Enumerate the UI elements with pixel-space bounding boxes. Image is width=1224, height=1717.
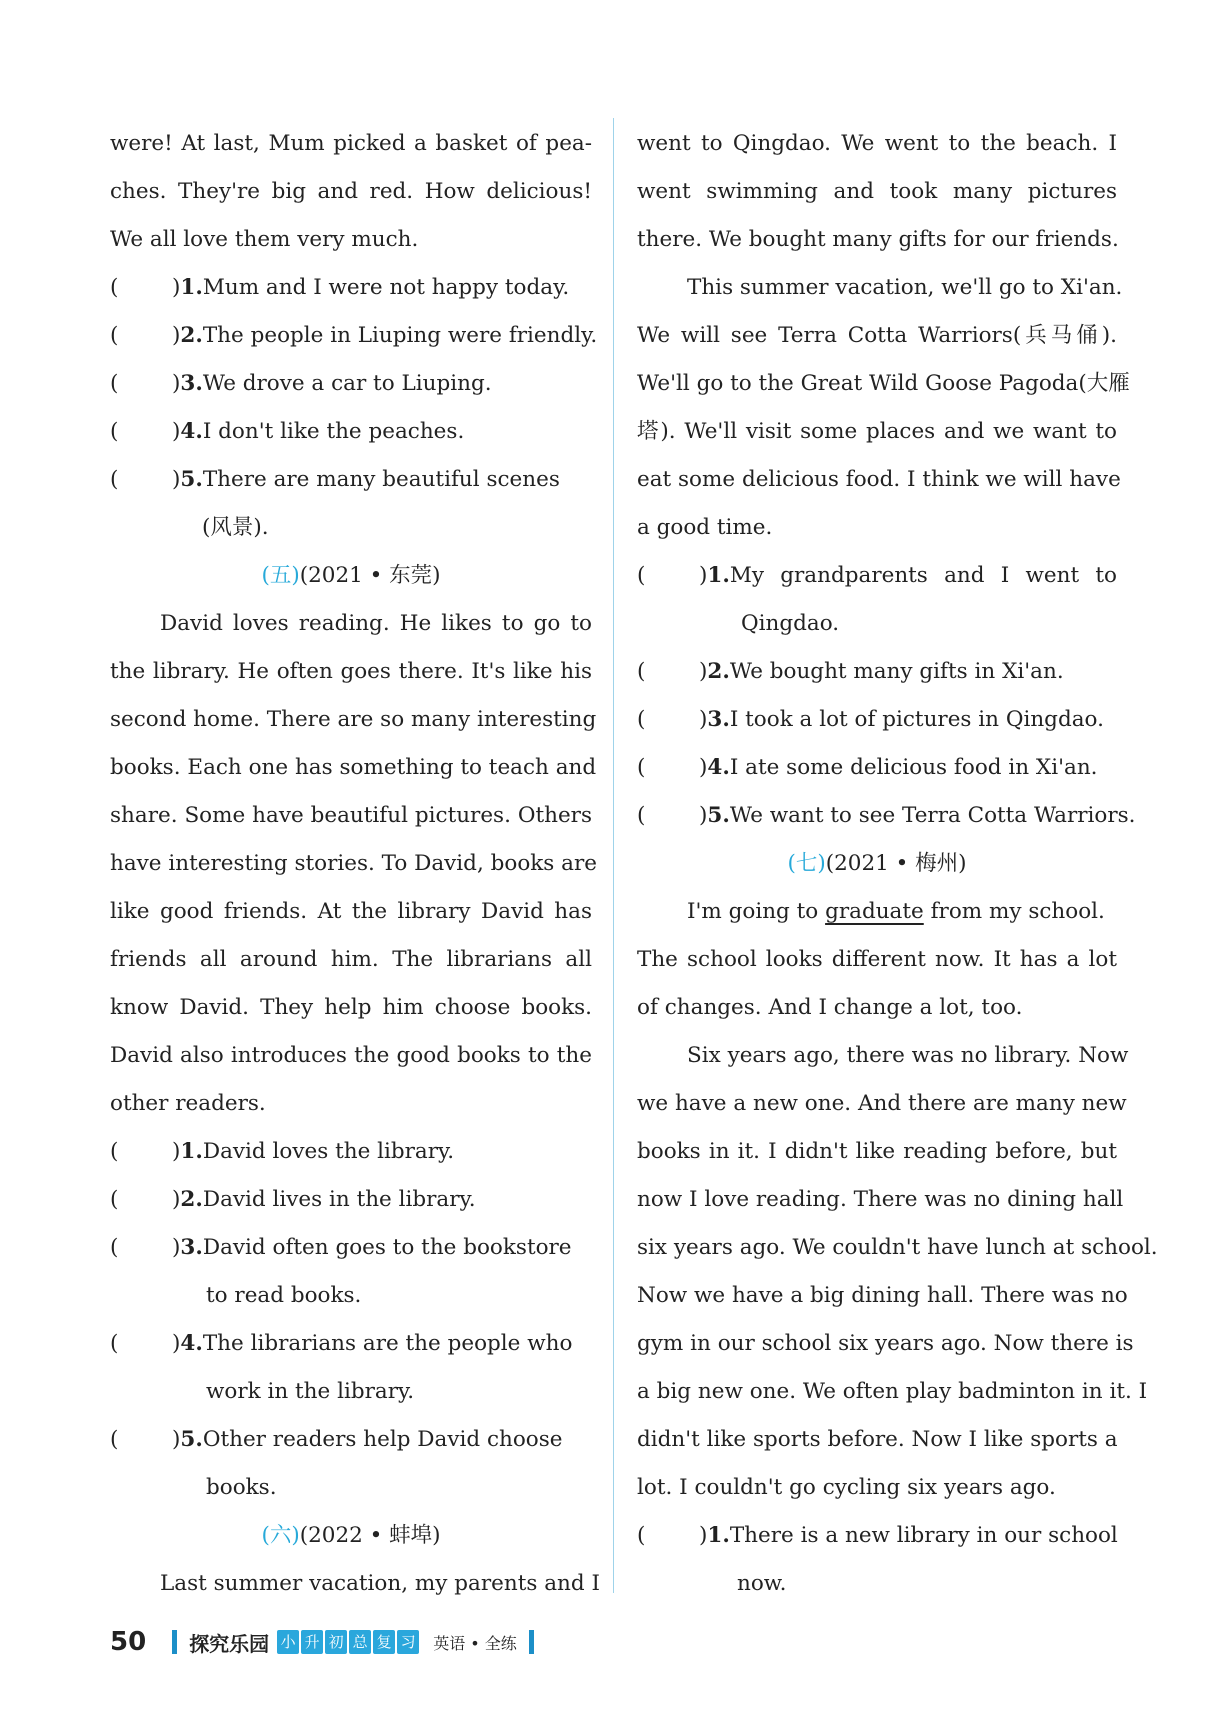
- text-line: ches. They're big and red. How delicious!: [110, 179, 592, 204]
- answer-blank[interactable]: [110, 312, 172, 360]
- text-line: 塔). We'll visit some places and we want to: [637, 419, 1117, 444]
- text-line: there. We bought many gifts for our friends.: [637, 227, 1119, 252]
- text-line: We will see Terra Cotta Warriors(兵马俑).: [637, 323, 1117, 348]
- answer-blank[interactable]: [110, 1320, 172, 1368]
- text-line: like good friends. At the library David has: [110, 899, 592, 924]
- answer-blank[interactable]: [637, 1512, 699, 1560]
- question-text: The librarians are the people who: [202, 1331, 573, 1356]
- text-line: Six years ago, there was no library. Now: [687, 1043, 1129, 1068]
- text-line: the library. He often goes there. It's like his: [110, 659, 592, 684]
- question-continuation: books.: [206, 1475, 277, 1500]
- text-line: I'm going to graduate from my school.: [687, 899, 1105, 924]
- section-number: (七): [787, 851, 826, 876]
- section-tag: (2021 • 梅州): [825, 851, 967, 876]
- answer-blank[interactable]: [110, 1224, 172, 1272]
- text-line: a good time.: [637, 515, 773, 540]
- answer-blank[interactable]: [110, 264, 172, 312]
- question-text: David loves the library.: [202, 1139, 455, 1164]
- series-char: 复: [373, 1630, 395, 1654]
- text-line: Now we have a big dining hall. There was no: [637, 1283, 1128, 1308]
- series-char: 总: [349, 1630, 371, 1654]
- question-continuation: to read books.: [206, 1283, 362, 1308]
- vocab-underline: graduate: [825, 899, 924, 924]
- question-item: ( ) 4. I ate some delicious food in Xi'an.: [637, 744, 1117, 792]
- text-line: second home. There are so many interesting: [110, 707, 597, 732]
- left-column: [110, 120, 600, 1608]
- question-item: ( ) 5. We want to see Terra Cotta Warriors.: [637, 792, 1117, 840]
- text-line: gym in our school six years ago. Now there is: [637, 1331, 1134, 1356]
- series-char: 初: [325, 1630, 347, 1654]
- answer-blank[interactable]: [110, 360, 172, 408]
- text-line: lot. I couldn't go cycling six years ago.: [637, 1475, 1056, 1500]
- question-text: There is a new library in our school: [729, 1523, 1118, 1548]
- text-line: other readers.: [110, 1091, 266, 1116]
- question-text: My grandparents and I went to: [729, 563, 1117, 588]
- text-line: friends all around him. The librarians all: [110, 947, 592, 972]
- question-text: We drove a car to Liuping.: [202, 371, 492, 396]
- question-text: I took a lot of pictures in Qingdao.: [729, 707, 1104, 732]
- question-text: We bought many gifts in Xi'an.: [729, 659, 1064, 684]
- answer-blank[interactable]: [637, 792, 699, 840]
- right-column: [637, 120, 1158, 1608]
- answer-blank[interactable]: [110, 456, 172, 504]
- text-line: six years ago. We couldn't have lunch at school.: [637, 1235, 1158, 1260]
- question-text: There are many beautiful scenes: [202, 467, 560, 492]
- section-number: (六): [261, 1523, 300, 1548]
- text-line: This summer vacation, we'll go to Xi'an.: [687, 275, 1123, 300]
- answer-blank[interactable]: [637, 696, 699, 744]
- text-line: went to Qingdao. We went to the beach. I: [637, 131, 1117, 156]
- text-line: were! At last, Mum picked a basket of pea-: [110, 131, 592, 156]
- text-line: David loves reading. He likes to go to: [160, 611, 592, 636]
- question-text: Mum and I were not happy today.: [202, 275, 570, 300]
- text-line: have interesting stories. To David, books are: [110, 851, 597, 876]
- text-line: didn't like sports before. Now I like sports a: [637, 1427, 1118, 1452]
- question-text: Other readers help David choose: [202, 1427, 563, 1452]
- answer-blank[interactable]: [110, 408, 172, 456]
- question-item: ( ) 4. I don't like the peaches.: [110, 408, 592, 456]
- footer-bar: [172, 1630, 177, 1654]
- footer-bar: [529, 1630, 534, 1654]
- question-item: ( ) 2. David lives in the library.: [110, 1176, 592, 1224]
- question-item: ( ) 5. There are many beautiful scenes: [110, 456, 592, 504]
- question-text: I don't like the peaches.: [202, 419, 465, 444]
- brand-name: 探究乐园: [189, 1631, 270, 1656]
- question-text: David lives in the library.: [202, 1187, 476, 1212]
- question-item: ( ) 5. Other readers help David choose: [110, 1416, 592, 1464]
- text-line: books. Each one has something to teach and: [110, 755, 597, 780]
- question-item: ( ) 1. My grandparents and I went to: [637, 552, 1117, 600]
- text-line: books in it. I didn't like reading before, but: [637, 1139, 1117, 1164]
- series-char: 升: [301, 1630, 323, 1654]
- question-continuation: (风景).: [202, 515, 269, 540]
- series-title: [277, 1630, 421, 1654]
- section-heading: [110, 1512, 592, 1560]
- answer-blank[interactable]: [637, 648, 699, 696]
- text-line: know David. They help him choose books.: [110, 995, 592, 1020]
- series-char: 习: [397, 1630, 419, 1654]
- text-line: David also introduces the good books to the: [110, 1043, 592, 1068]
- question-item: ( ) 4. The librarians are the people who: [110, 1320, 592, 1368]
- section-heading: [110, 552, 592, 600]
- answer-blank[interactable]: [110, 1416, 172, 1464]
- question-text: David often goes to the bookstore: [202, 1235, 572, 1260]
- question-item: ( ) 2. We bought many gifts in Xi'an.: [637, 648, 1117, 696]
- text-line: Last summer vacation, my parents and I: [160, 1571, 600, 1596]
- series-char: 小: [277, 1630, 299, 1654]
- text-line: We'll go to the Great Wild Goose Pagoda(大雁: [637, 371, 1130, 396]
- section-tag: (2021 • 东莞): [299, 563, 441, 588]
- answer-blank[interactable]: [637, 744, 699, 792]
- section-number: (五): [261, 563, 300, 588]
- question-item: ( ) 2. The people in Liuping were friendly.: [110, 312, 592, 360]
- text-line: went swimming and took many pictures: [637, 179, 1117, 204]
- answer-blank[interactable]: [110, 1176, 172, 1224]
- question-text: The people in Liuping were friendly.: [202, 323, 598, 348]
- question-item: ( ) 1. There is a new library in our school: [637, 1512, 1117, 1560]
- text-line: eat some delicious food. I think we will have: [637, 467, 1121, 492]
- page-footer: [110, 1622, 546, 1662]
- section-tag: (2022 • 蚌埠): [299, 1523, 441, 1548]
- subject-label: 英语 • 全练: [433, 1633, 517, 1653]
- question-continuation: now.: [737, 1571, 787, 1596]
- text-line: now I love reading. There was no dining hall: [637, 1187, 1124, 1212]
- question-item: ( ) 3. David often goes to the bookstore: [110, 1224, 592, 1272]
- text-line: share. Some have beautiful pictures. Others: [110, 803, 592, 828]
- question-text: We want to see Terra Cotta Warriors.: [729, 803, 1136, 828]
- question-continuation: Qingdao.: [741, 611, 840, 636]
- section-heading: [637, 840, 1117, 888]
- question-item: ( ) 1. David loves the library.: [110, 1128, 592, 1176]
- page-number: 50: [110, 1627, 147, 1657]
- question-text: I ate some delicious food in Xi'an.: [729, 755, 1098, 780]
- text-line: we have a new one. And there are many new: [637, 1091, 1127, 1116]
- answer-blank[interactable]: [110, 1128, 172, 1176]
- question-item: ( ) 3. I took a lot of pictures in Qingdao.: [637, 696, 1117, 744]
- text-line: a big new one. We often play badminton in it. I: [637, 1379, 1148, 1404]
- question-item: ( ) 1. Mum and I were not happy today.: [110, 264, 592, 312]
- question-item: ( ) 3. We drove a car to Liuping.: [110, 360, 592, 408]
- question-continuation: work in the library.: [206, 1379, 415, 1404]
- column-divider: [613, 118, 614, 1593]
- text-line: We all love them very much.: [110, 227, 419, 252]
- text-line: The school looks different now. It has a lot: [637, 947, 1117, 972]
- answer-blank[interactable]: [637, 552, 699, 600]
- text-line: of changes. And I change a lot, too.: [637, 995, 1023, 1020]
